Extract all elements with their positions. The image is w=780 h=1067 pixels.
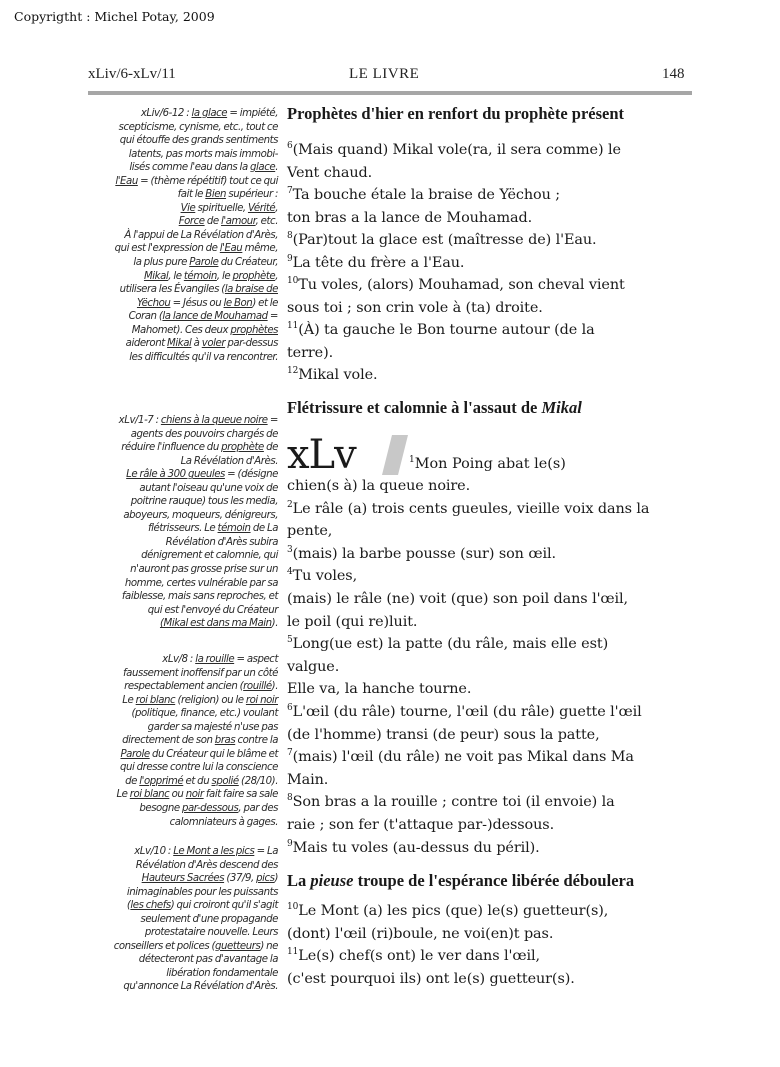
- note-text: utilisera les Évangiles (: [119, 284, 225, 296]
- note-text: détecteront pas d'avantage la: [138, 954, 278, 966]
- verse-line: [287, 926, 553, 942]
- note-line: [66, 549, 278, 563]
- note-text: La Révélation d'Arès.: [180, 455, 278, 467]
- note-line: [66, 859, 278, 873]
- note-text: ) ne: [260, 940, 278, 952]
- note-text: ): [274, 873, 278, 885]
- verse-text: valgue.: [287, 658, 340, 675]
- verse-line: [287, 345, 333, 361]
- note-keyword: noir: [185, 789, 204, 801]
- note-text: à: [191, 338, 202, 350]
- note-text: directement de son: [122, 735, 215, 747]
- verse-text: Vent chaud.: [287, 164, 373, 181]
- verse-line: [287, 300, 543, 316]
- verse-line: [287, 903, 608, 919]
- verse-line: [287, 187, 560, 203]
- note-text: calomniateurs à gages.: [169, 816, 278, 828]
- verse-text: Mais tu voles (au-dessus du péril).: [292, 839, 540, 856]
- margin-note-4: [66, 845, 278, 994]
- verse-line: [287, 636, 608, 652]
- verse-line: [287, 948, 540, 964]
- note-line: [66, 188, 278, 202]
- margin-note-2: [66, 414, 278, 631]
- section-heading-pieuse-troupe: [287, 871, 634, 891]
- note-text: latents, pas morts mais immobi-: [128, 148, 278, 160]
- note-line: [66, 967, 278, 981]
- note-text: (politique, finance, etc.) voulant: [131, 708, 278, 720]
- verse-line: [287, 614, 417, 630]
- note-text: Révélation d'Arès descend des: [135, 859, 278, 871]
- verse-line: [287, 840, 540, 856]
- note-keyword: par-dessous: [181, 803, 239, 815]
- verse-line: [287, 971, 575, 987]
- chapter-title: xLv: [287, 432, 356, 478]
- note-text: , etc.: [255, 216, 278, 228]
- note-text: = Jésus ou: [170, 297, 224, 309]
- running-header-reference: xLiv/6-xLv/11: [88, 66, 176, 82]
- verse-text: (c'est pourquoi ils) ont le(s) guetteur(s).: [287, 970, 575, 987]
- heading-text: La: [287, 871, 311, 890]
- verse-text: pente,: [287, 523, 333, 540]
- note-text: du Créateur qui le blâme et: [149, 748, 278, 760]
- note-text: flétrisseurs. Le: [148, 523, 218, 535]
- verse-line: [287, 367, 377, 383]
- note-line: [66, 121, 278, 135]
- verse-text: Mikal vole.: [298, 367, 378, 383]
- verse-number: 10: [287, 276, 299, 286]
- verse-text: (Mais quand) Mikal vole(ra, il sera comme) le: [292, 142, 621, 158]
- verse-text: terre).: [287, 344, 334, 361]
- note-text: faiblesse, mais sans reproches, et: [121, 591, 278, 603]
- note-keyword: rouillé: [243, 681, 272, 693]
- note-text: respectablement ancien (: [124, 681, 244, 693]
- note-text: fait le: [177, 189, 206, 201]
- note-text: et du: [183, 775, 212, 787]
- note-text: .: [275, 162, 278, 174]
- verse-text: Le râle (a) trois cents gueules, vieille voix dans la: [292, 500, 650, 517]
- note-line: [66, 509, 278, 523]
- note-text: supérieur :: [226, 189, 278, 201]
- note-text: contre la: [235, 735, 278, 747]
- note-text: =: [267, 415, 278, 426]
- section-heading-prophets: Prophètes d'hier en renfort du prophète présent: [287, 104, 625, 123]
- note-text: qu'annonce La Révélation d'Arès.: [123, 981, 278, 993]
- header-rule: [88, 91, 692, 95]
- note-line: [66, 694, 278, 708]
- verse-number: 3: [287, 544, 293, 555]
- note-keyword: chiens à la queue noire: [160, 415, 268, 426]
- note-keyword: la glace: [191, 108, 228, 119]
- note-text: ) et le: [252, 297, 278, 309]
- verse-text: raie ; son fer (t'attaque par-)dessous.: [287, 817, 555, 833]
- verse-line: [287, 681, 471, 697]
- note-line: [66, 617, 278, 631]
- note-keyword: Bien: [205, 189, 227, 201]
- note-text: aideront: [125, 338, 168, 350]
- note-text: de La: [250, 523, 278, 535]
- note-line: [66, 734, 278, 748]
- note-keyword: spolié: [211, 775, 239, 787]
- note-text: même,: [242, 243, 278, 255]
- note-text: lisés comme l'eau dans la: [129, 162, 251, 174]
- note-text: , le: [168, 270, 184, 282]
- note-text: = (thème répétitif) tout ce qui: [137, 175, 278, 187]
- note-line: [66, 845, 278, 859]
- note-text: À l'appui de La Révélation d'Arès,: [124, 229, 278, 241]
- note-text: , le: [216, 270, 233, 282]
- verse-number: 2: [287, 499, 293, 510]
- heading-emphasis: pieuse: [310, 871, 354, 890]
- verse-text: Mon Poing abat le(s): [414, 456, 566, 472]
- note-text: Le: [122, 694, 136, 706]
- note-line: [66, 441, 278, 455]
- verse-line: [287, 232, 596, 248]
- note-text: qui étouffe des grands sentiments: [119, 135, 278, 147]
- note-line: [66, 761, 278, 775]
- note-line: [66, 953, 278, 967]
- note-line: [66, 242, 278, 256]
- note-text: dénigrement et calomnie, qui: [141, 550, 278, 562]
- note-text: qui est l'expression de: [114, 243, 220, 255]
- verse-text: (de l'homme) transi (de peur) sous la patte,: [287, 726, 600, 743]
- note-text: ,: [275, 202, 278, 214]
- verse-text: sous toi ; son crin vole à (ta) droite.: [287, 299, 543, 316]
- note-text: n'auront pas grosse prise sur un: [130, 564, 278, 576]
- note-keyword: roi blanc: [129, 789, 170, 801]
- note-keyword: Yëchou: [136, 297, 171, 309]
- note-text: homme, certes vulnérable par sa: [124, 577, 278, 589]
- note-keyword: l'Eau: [219, 243, 243, 255]
- note-line: [66, 256, 278, 270]
- heading-text: troupe de l'espérance libérée déboulera: [353, 871, 635, 890]
- note-keyword: témoin: [183, 270, 217, 282]
- note-text: fait faire sa sale: [203, 789, 278, 801]
- note-line: [66, 802, 278, 816]
- note-text: Coran (: [128, 311, 163, 323]
- note-line: [66, 590, 278, 604]
- note-line: [66, 563, 278, 577]
- note-text: ).: [271, 618, 278, 630]
- verse-line: [409, 456, 566, 472]
- verse-text: (À) ta gauche le Bon tourne autour (de la: [298, 322, 595, 338]
- verse-text: Main.: [287, 771, 329, 788]
- note-line: [66, 310, 278, 324]
- note-keyword: Vérité: [247, 202, 276, 214]
- note-keyword: glace: [250, 162, 276, 174]
- margin-note-1: [66, 107, 278, 364]
- note-line: [66, 680, 278, 694]
- note-line: [66, 215, 278, 229]
- note-text: les difficultés qu'il va rencontrer.: [129, 351, 278, 363]
- verse-text: Long(ue est) la patte (du râle, mais elle est): [292, 636, 609, 653]
- verse-text: Son bras a la rouille ; contre toi (il envoie) la: [292, 794, 615, 811]
- note-text: = (désigne: [224, 469, 278, 481]
- note-text: =: [267, 311, 278, 323]
- verse-line: [287, 727, 600, 743]
- note-line: [66, 134, 278, 148]
- verse-text: le poil (qui re)luit.: [287, 613, 418, 630]
- note-keyword: Force: [178, 216, 205, 228]
- note-keyword: Parole: [120, 748, 150, 760]
- note-keyword: Le Mont a les pics: [173, 846, 255, 857]
- note-text: (28/10).: [238, 775, 278, 787]
- note-text: garder sa majesté n'use pas: [147, 721, 278, 733]
- note-keyword: la braise de: [224, 284, 278, 296]
- verse-line: [287, 772, 328, 788]
- note-text: la plus pure: [133, 257, 190, 269]
- running-header-title: LE LIVRE: [349, 66, 420, 82]
- note-keyword: la rouille: [195, 654, 235, 665]
- verse-line: [287, 277, 625, 293]
- note-line: [66, 899, 278, 913]
- verse-number: 9: [287, 838, 293, 849]
- note-text: conseillers et polices (: [113, 940, 215, 952]
- note-line: [66, 283, 278, 297]
- note-line: [66, 161, 278, 175]
- margin-note-3: [66, 653, 278, 829]
- verse-number: 5: [287, 635, 293, 646]
- note-text: libération fondamentale: [166, 967, 278, 979]
- note-text: de: [204, 216, 222, 228]
- note-text: ) qui croiront qu'il s'agit: [170, 900, 278, 912]
- verse-line: [287, 817, 554, 833]
- note-text: besogne: [139, 803, 182, 815]
- chapter-slash-ornament: [382, 435, 408, 475]
- note-keyword: voler: [201, 338, 226, 350]
- note-line: [66, 522, 278, 536]
- note-text: Le: [116, 789, 130, 801]
- note-text: aboyeurs, moqueurs, dénigreurs,: [123, 509, 278, 521]
- note-text: spirituelle,: [195, 202, 248, 214]
- note-keyword: prophète: [221, 442, 264, 454]
- verse-text: chien(s à) la queue noire.: [287, 478, 471, 494]
- note-keyword: prophètes: [230, 324, 278, 336]
- verse-text: (mais) l'œil (du râle) ne voit pas Mikal dans Ma: [292, 749, 634, 766]
- note-line: [66, 148, 278, 162]
- note-keyword: Parole: [189, 257, 219, 269]
- note-keyword: prophète: [232, 270, 276, 282]
- note-line: [66, 940, 278, 954]
- note-text: ou: [169, 789, 186, 801]
- note-text: = impiété,: [227, 108, 278, 119]
- heading-text: Flétrissure et calomnie à l'assaut de: [287, 398, 542, 417]
- note-text: inimaginables pour les puissants: [126, 886, 278, 898]
- note-text: de: [125, 775, 140, 787]
- note-text: ).: [271, 681, 278, 693]
- note-keyword: Le râle à 300 gueules: [126, 469, 225, 481]
- note-line: [66, 337, 278, 351]
- note-line: [66, 175, 278, 189]
- note-text: (religion) ou le: [175, 694, 246, 706]
- note-line: [66, 926, 278, 940]
- verse-text: (mais) le râle (ne) voit (que) son poil dans l'œil,: [287, 591, 629, 607]
- note-keyword: Mikal: [167, 338, 192, 350]
- note-text: xLv/10 :: [134, 846, 174, 857]
- note-line: [66, 414, 278, 428]
- note-keyword: témoin: [217, 523, 251, 535]
- note-keyword: l'Eau: [115, 175, 138, 187]
- note-line: [66, 324, 278, 338]
- note-keyword: Vie: [180, 202, 196, 214]
- verse-line: [287, 523, 332, 539]
- verse-line: [287, 749, 634, 765]
- verse-line: [287, 794, 615, 810]
- note-text: scepticisme, cynisme, etc., tout ce: [118, 121, 278, 133]
- note-keyword: Mikal: [143, 270, 169, 282]
- verse-text: Le(s) chef(s ont) le ver dans l'œil,: [298, 948, 540, 964]
- verse-text: (dont) l'œil (ri)boule, ne voi(en)t pas.: [287, 925, 554, 942]
- note-line: [66, 270, 278, 284]
- verse-text: L'œil (du râle) tourne, l'œil (du râle) guette l'œil: [292, 704, 642, 720]
- note-line: [66, 482, 278, 496]
- verse-text: Elle va, la hanche tourne.: [287, 681, 472, 698]
- verse-text: ton bras a la lance de Mouhamad.: [287, 209, 533, 226]
- verse-text: (mais) la barbe pousse (sur) son œil.: [292, 545, 556, 562]
- note-line: [66, 913, 278, 927]
- note-line: [66, 202, 278, 216]
- note-keyword: roi blanc: [135, 694, 176, 706]
- note-text: ,: [275, 270, 278, 282]
- note-text: seulement d'une propagande: [140, 913, 278, 925]
- note-text: faussement inoffensif par un côté: [123, 667, 278, 679]
- note-line: [66, 229, 278, 243]
- note-keyword: l'amour: [221, 216, 256, 228]
- verse-line: [287, 546, 556, 562]
- note-text: xLv/1-7 :: [118, 415, 161, 426]
- heading-emphasis: Mikal: [541, 398, 582, 417]
- note-text: qui dresse contre lui la conscience: [119, 762, 278, 774]
- note-line: [66, 351, 278, 365]
- note-line: [66, 297, 278, 311]
- verse-text: La tête du frère a l'Eau.: [292, 254, 465, 271]
- note-line: [66, 721, 278, 735]
- note-text: réduire l'influence du: [121, 442, 222, 454]
- note-text: xLv/8 :: [162, 654, 196, 665]
- note-line: [66, 107, 278, 121]
- verse-line: [287, 478, 470, 494]
- verse-number: 8: [287, 793, 293, 804]
- verse-number: 4: [287, 567, 293, 578]
- note-text: protestataire nouvelle. Leurs: [144, 927, 278, 939]
- verse-text: Tu voles, (alors) Mouhamad, son cheval vient: [298, 277, 625, 293]
- verse-number: 6: [287, 141, 293, 151]
- verse-text: (Par)tout la glace est (maîtresse de) l'Eau.: [292, 232, 597, 248]
- note-text: = aspect: [234, 654, 278, 665]
- note-text: qui est l'envoyé du Créateur: [147, 604, 278, 616]
- note-line: [66, 455, 278, 469]
- verse-number: 7: [287, 186, 293, 196]
- note-keyword: pics: [256, 873, 275, 885]
- note-line: [66, 707, 278, 721]
- note-text: Mahomet). Ces deux: [131, 324, 231, 336]
- note-text: de: [263, 442, 278, 454]
- note-text: , par des: [238, 803, 278, 815]
- page-number: 148: [662, 66, 685, 82]
- note-keyword: bras: [214, 735, 236, 747]
- note-line: [66, 604, 278, 618]
- note-text: (: [126, 900, 131, 912]
- note-line: [66, 577, 278, 591]
- copyright-notice: Copyrigtht : Michel Potay, 2009: [14, 9, 215, 24]
- verse-number: 6: [287, 703, 293, 713]
- note-line: [66, 872, 278, 886]
- note-text: agents des pouvoirs chargés de: [130, 428, 278, 440]
- verse-line: [287, 322, 595, 338]
- verse-number: 10: [287, 902, 299, 912]
- note-line: [66, 667, 278, 681]
- note-text: par-dessus: [225, 338, 278, 350]
- note-text: poitrine rauque) tous les media,: [130, 496, 278, 508]
- verse-text: Ta bouche étale la braise de Yëchou ;: [292, 187, 560, 203]
- verse-number: 9: [287, 253, 293, 264]
- note-keyword: les chefs: [130, 900, 171, 912]
- verse-number: 7: [287, 748, 293, 759]
- note-line: [66, 775, 278, 789]
- verse-line: [287, 142, 621, 158]
- note-keyword: guetteurs: [215, 940, 261, 952]
- note-text: du Créateur,: [218, 257, 278, 269]
- note-text: Révélation d'Arès subira: [165, 536, 278, 548]
- verse-text: Tu voles,: [292, 568, 358, 585]
- verse-line: [287, 659, 339, 675]
- note-keyword: Hauteurs Sacrées: [141, 873, 225, 885]
- verse-number: 11: [287, 321, 299, 331]
- note-keyword: l'opprimé: [139, 775, 184, 787]
- verse-line: [287, 255, 464, 271]
- note-line: [66, 495, 278, 509]
- note-keyword: le Bon: [223, 297, 253, 309]
- verse-number: 12: [287, 366, 299, 376]
- verse-line: [287, 165, 372, 181]
- verse-line: [287, 210, 532, 226]
- verse-line: [287, 568, 357, 584]
- note-line: [66, 816, 278, 830]
- note-line: [66, 468, 278, 482]
- verse-line: [287, 704, 642, 720]
- note-line: [66, 428, 278, 442]
- verse-line: [287, 591, 628, 607]
- note-keyword: (Mikal est dans ma Main: [159, 618, 272, 630]
- note-line: [66, 886, 278, 900]
- note-text: autant l'oiseau qu'une voix de: [139, 482, 278, 494]
- section-heading-fletrissure: [287, 398, 582, 418]
- note-keyword: la lance de Mouhamad: [162, 311, 268, 323]
- note-text: = La: [254, 846, 278, 857]
- note-text: xLiv/6-12 :: [140, 108, 192, 119]
- note-line: [66, 536, 278, 550]
- verse-number: 1: [409, 455, 415, 465]
- verse-line: [287, 501, 649, 517]
- note-keyword: roi noir: [245, 694, 278, 706]
- verse-text: Le Mont (a) les pics (que) le(s) guetteur(s),: [298, 903, 609, 919]
- verse-number: 11: [287, 947, 299, 957]
- verse-number: 8: [287, 231, 293, 241]
- note-line: [66, 788, 278, 802]
- note-line: [66, 980, 278, 994]
- note-text: (37/9,: [224, 873, 257, 885]
- note-line: [66, 748, 278, 762]
- note-line: [66, 653, 278, 667]
